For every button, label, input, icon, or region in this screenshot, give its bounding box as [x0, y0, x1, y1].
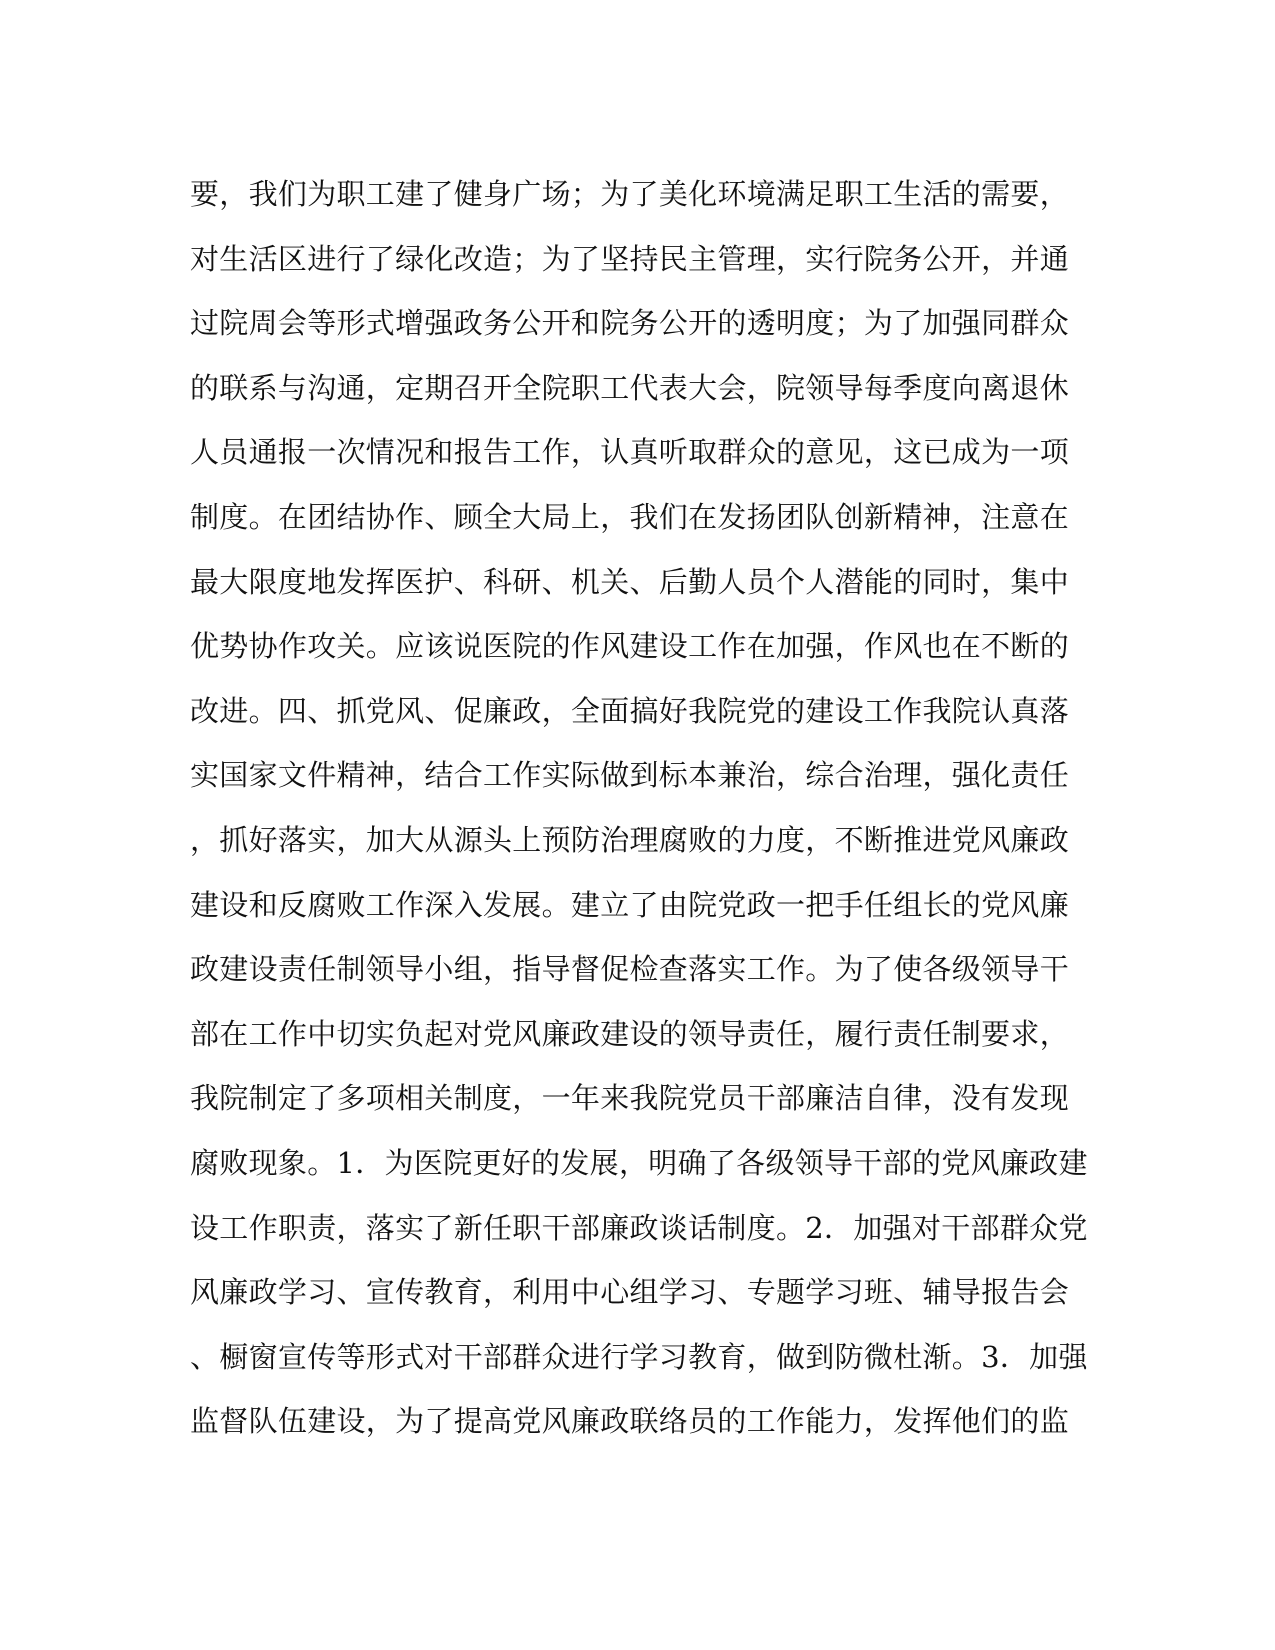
text-line: 我院制定了多项相关制度，一年来我院党员干部廉洁自律，没有发现 [190, 1081, 1070, 1116]
text-line: 优势协作攻关。应该说医院的作风建设工作在加强，作风也在不断的 [190, 629, 1070, 664]
text-line: 改进。四、抓党风、促廉政，全面搞好我院党的建设工作我院认真落 [190, 693, 1070, 728]
text-line: 制度。在团结协作、顾全大局上，我们在发扬团队创新精神，注意在 [190, 499, 1070, 534]
text-line: 过院周会等形式增强政务公开和院务公开的透明度；为了加强同群众 [190, 306, 1070, 341]
text-line: 部在工作中切实负起对党风廉政建设的领导责任，履行责任制要求， [190, 1016, 1070, 1051]
text-line: 风廉政学习、宣传教育，利用中心组学习、专题学习班、辅导报告会 [190, 1275, 1070, 1310]
body-text [190, 162, 1090, 1454]
text-line: 设工作职责，落实了新任职干部廉政谈话制度。2．加强对干部群众党 [190, 1210, 1088, 1245]
text-line: 实国家文件精神，结合工作实际做到标本兼治，综合治理，强化责任 [190, 758, 1070, 793]
text-line: 腐败现象。1．为医院更好的发展，明确了各级领导干部的党风廉政建 [190, 1145, 1088, 1180]
text-line: ，抓好落实，加大从源头上预防治理腐败的力度，不断推进党风廉政 [190, 822, 1070, 857]
text-line: 的联系与沟通，定期召开全院职工代表大会，院领导每季度向离退休 [190, 370, 1070, 405]
text-line: 对生活区进行了绿化改造；为了坚持民主管理，实行院务公开，并通 [190, 241, 1070, 276]
text-line: 政建设责任制领导小组，指导督促检查落实工作。为了使各级领导干 [190, 952, 1070, 987]
text-line: 、橱窗宣传等形式对干部群众进行学习教育，做到防微杜渐。3．加强 [190, 1339, 1088, 1374]
text-line: 最大限度地发挥医护、科研、机关、后勤人员个人潜能的同时，集中 [190, 564, 1070, 599]
text-line: 监督队伍建设，为了提高党风廉政联络员的工作能力，发挥他们的监 [190, 1404, 1070, 1439]
text-line: 建设和反腐败工作深入发展。建立了由院党政一把手任组长的党风廉 [190, 887, 1070, 922]
text-line: 人员通报一次情况和报告工作，认真听取群众的意见，这已成为一项 [190, 435, 1070, 470]
text-line: 要，我们为职工建了健身广场；为了美化环境满足职工生活的需要， [190, 177, 1070, 211]
